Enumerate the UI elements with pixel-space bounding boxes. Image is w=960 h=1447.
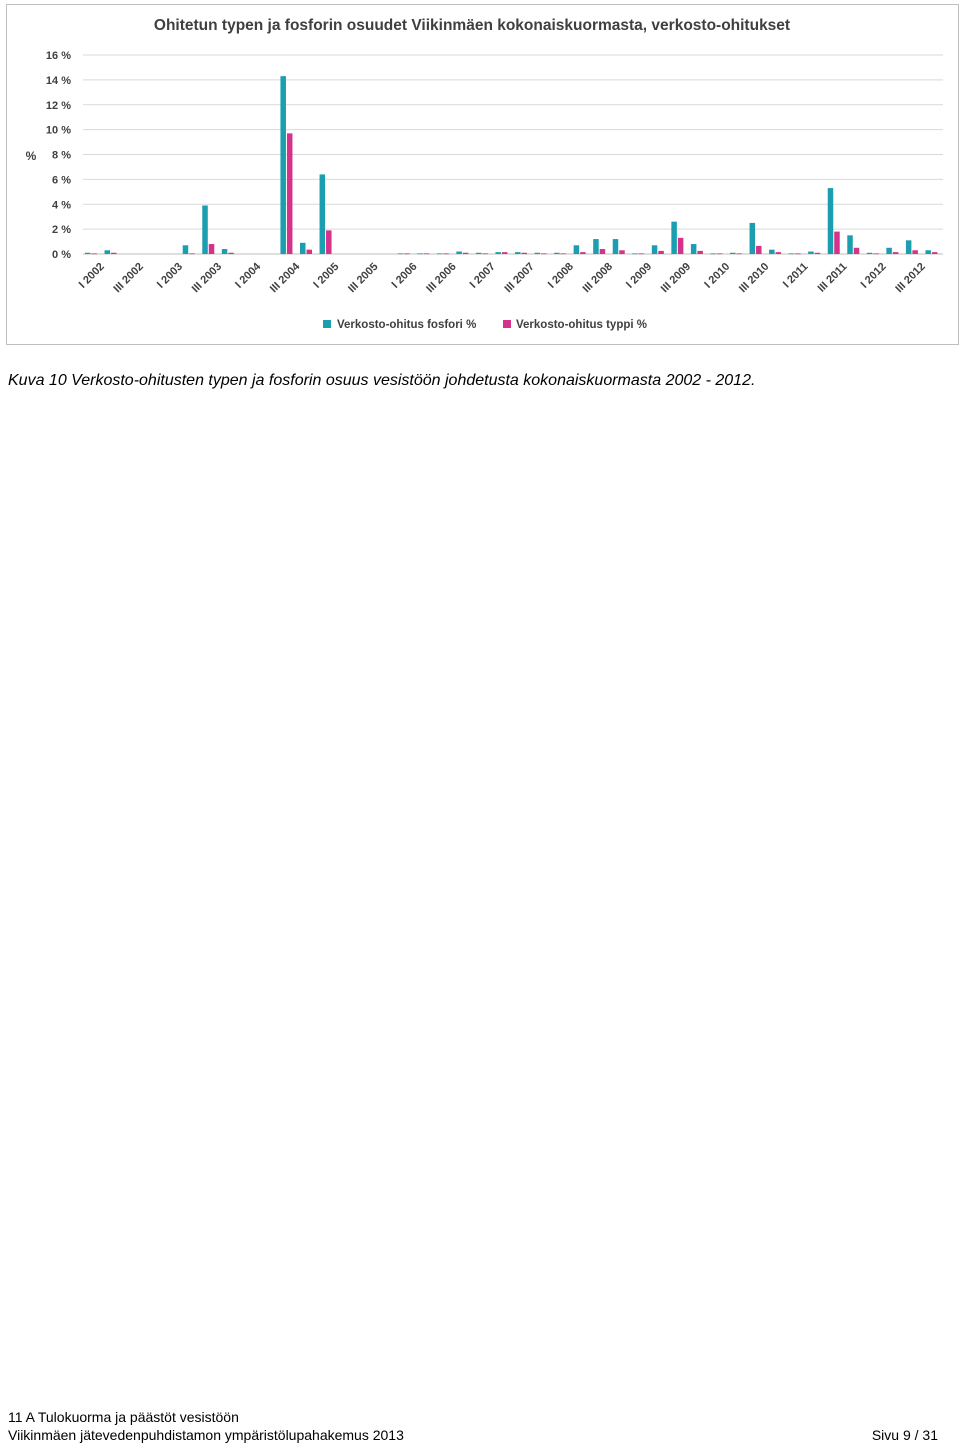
bar-fosfori [886,248,892,254]
bar-fosfori [593,239,599,254]
bar-fosfori [105,250,111,254]
bar-fosfori [710,253,716,254]
footer-document: Viikinmäen jätevedenpuhdistamon ympäristölupahakemus 2013 [8,1427,404,1443]
bar-typpi [795,253,801,254]
legend-swatch-fosfori [323,320,331,328]
x-tick-label: I 2012 [858,260,889,291]
y-tick-label: 4 % [52,199,71,212]
legend-label-typpi: Verkosto-ohitus typpi % [516,319,647,331]
bar-fosfori [730,253,736,254]
bar-fosfori [769,250,775,254]
x-tick-label: III 2012 [893,260,928,296]
x-tick-label: III 2007 [502,260,537,296]
bar-typpi [834,232,840,254]
bar-fosfori [613,239,619,254]
bar-typpi [737,253,743,254]
bar-typpi [932,252,938,254]
x-tick-label: III 2011 [815,260,850,295]
bar-typpi [443,253,449,254]
bar-typpi [639,253,645,254]
x-tick-label: I 2003 [154,260,186,291]
bar-fosfori [456,252,462,254]
bar-fosfori [202,205,208,254]
bar-typpi [111,253,117,254]
footer-section: 11 A Tulokuorma ja päästöt vesistöön [8,1409,239,1425]
x-tick-label: III 2008 [580,260,616,296]
bar-typpi [658,251,664,254]
x-tick-label: III 2010 [737,260,772,296]
bar-fosfori [183,245,189,254]
grid-layer [46,50,943,261]
bar-typpi [873,253,879,254]
y-axis-label: % [25,149,37,163]
bar-fosfori [300,243,306,254]
bar-fosfori [574,245,580,254]
bar-fosfori [535,253,541,254]
bar-fosfori [222,249,228,254]
bar-typpi [717,253,723,254]
y-tick-label: 10 % [45,124,71,137]
bar-typpi [522,253,528,254]
y-tick-label: 8 % [52,149,71,162]
x-tick-label: III 2004 [267,260,303,296]
y-tick-label: 14 % [45,74,71,87]
bar-typpi [424,253,430,254]
bar-typpi [209,244,215,254]
bars-layer [85,76,937,254]
bar-typpi [678,238,684,254]
y-tick-label: 2 % [52,224,71,237]
chart-svg [7,5,958,344]
figure-caption: Kuva 10 Verkosto-ohitusten typen ja fosforin osuus vesistöön johdetusta kokonaiskuormasta 2002 - 2012. [8,372,756,389]
bar-typpi [854,248,860,254]
bar-fosfori [828,188,834,254]
bar-fosfori [925,250,931,254]
bar-fosfori [280,76,286,254]
x-tick-labels [77,260,928,295]
y-tick-label: 12 % [45,99,71,112]
bar-fosfori [847,235,853,254]
bar-typpi [912,250,918,254]
bar-fosfori [671,222,677,254]
x-tick-label: I 2010 [702,260,733,291]
bar-fosfori [398,253,404,254]
y-tick-label: 0 % [52,249,71,261]
bar-typpi [893,252,899,254]
bar-typpi [776,252,782,254]
x-tick-label: I 2008 [545,260,576,291]
x-tick-label: I 2004 [233,260,264,291]
chart-title: Ohitetun typen ja fosforin osuudet Viikinmäen kokonaiskuormasta, verkosto-ohitukset [153,17,791,34]
legend [323,319,647,331]
bar-typpi [756,246,762,254]
bar-typpi [502,252,508,254]
bar-typpi [561,253,567,254]
bar-fosfori [417,253,423,254]
footer-page-number: Sivu 9 / 31 [871,1427,938,1443]
x-tick-label: I 2009 [624,260,655,291]
bar-typpi [463,253,469,254]
bar-fosfori [437,253,443,254]
x-tick-label: III 2005 [346,260,381,296]
bar-typpi [287,133,293,254]
bar-fosfori [632,253,638,254]
bar-typpi [92,253,98,254]
bar-typpi [580,252,586,254]
bar-fosfori [320,174,326,254]
bar-typpi [326,230,332,254]
bar-typpi [697,251,703,254]
bar-typpi [482,253,488,254]
bar-typpi [600,249,606,254]
bar-fosfori [652,245,658,254]
x-tick-label: I 2007 [467,260,498,291]
legend-label-fosfori: Verkosto-ohitus fosfori % [337,319,477,331]
x-tick-label: III 2006 [424,260,459,296]
chart-frame [6,4,959,345]
bar-typpi [619,250,625,254]
bar-typpi [541,253,547,254]
bar-typpi [815,253,821,254]
bar-fosfori [691,244,697,254]
bar-fosfori [554,253,560,254]
bar-fosfori [476,253,482,254]
x-tick-label: III 2009 [658,260,694,296]
bar-fosfori [515,252,521,254]
bar-fosfori [808,252,814,254]
x-tick-label: I 2005 [311,260,342,291]
bar-typpi [189,253,195,254]
y-tick-label: 6 % [52,174,71,187]
bar-typpi [307,250,313,254]
x-tick-label: I 2002 [76,260,107,291]
bar-fosfori [495,252,501,254]
x-tick-label: III 2002 [111,260,146,296]
y-tick-label: 16 % [45,50,71,62]
legend-swatch-typpi [503,320,511,328]
x-tick-label: III 2003 [189,260,225,296]
bar-typpi [404,253,410,254]
bar-fosfori [906,240,912,254]
bar-fosfori [750,223,756,254]
x-tick-label: I 2011 [780,260,811,291]
bar-fosfori [867,253,873,254]
bar-typpi [228,253,234,254]
x-tick-label: I 2006 [389,260,420,291]
bar-fosfori [789,253,795,254]
bar-fosfori [85,253,91,254]
